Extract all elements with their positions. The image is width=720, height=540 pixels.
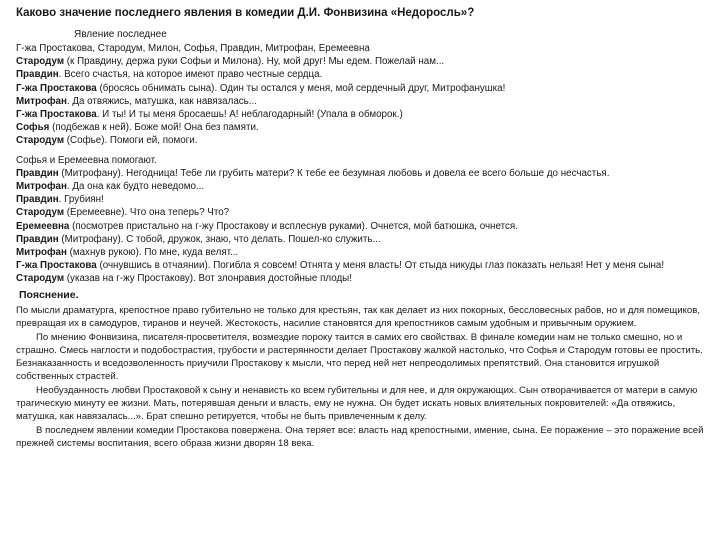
- dialogue-line: [16, 246, 710, 259]
- dialogue-line: [16, 193, 710, 206]
- speaker-name: Г-жа Простакова: [16, 260, 97, 272]
- dialogue-line: [16, 134, 710, 147]
- explanation-paragraph: По мнению Фонвизина, писателя-просветителя, возмездие пороку таится в самих его свойствах. В финале комедии нам не только смешно, но и страшно. Смесь наглости и подобострастия, грубости и растерянности делает Простакову жалкой настолько, что Софья и Стародум готовы ее простить. Безнаказанность и вседозволенность приучили Простакову к мысли, что перед ней нет непреодолимых препятствий. Она становится игрушкой собственных страстей.: [16, 331, 703, 382]
- line-text: (посмотрев пристально на г-жу Простакову и всплеснув руками). Очнется, мой батюшка, очнется.: [69, 220, 518, 232]
- speaker-name: Софья: [16, 122, 50, 134]
- speaker-name: Правдин: [16, 194, 59, 206]
- dialogue-line: [16, 180, 710, 193]
- dialogue-line: [16, 82, 710, 95]
- dialogue-line: [16, 108, 710, 121]
- line-text: (Софье). Помоги ей, помоги.: [64, 135, 198, 147]
- dialogue-line: [16, 233, 710, 246]
- dialogue-line: [16, 121, 710, 134]
- speaker-name: Г-жа Простакова: [16, 109, 97, 121]
- explanation-paragraph: По мысли драматурга, крепостное право губительно не только для крестьян, так как делает из них покорных, бессловесных рабов, но и для помещиков, превращая их в самодуров, тиранов и неучей. Жестокость, насилие становятся для крепостников самым удобным и привычным оружием.: [16, 304, 701, 329]
- speaker-name: Митрофан: [16, 181, 67, 193]
- cast-list: Г-жа Простакова, Стародум, Милон, Софья, Правдин, Митрофан, Еремеевна: [16, 43, 370, 54]
- line-text: . Грубиян!: [58, 194, 104, 206]
- speaker-name: Правдин: [16, 167, 59, 179]
- line-text: (бросясь обнимать сына). Один ты остался у меня, мой сердечный друг, Митрофанушка!: [96, 82, 506, 94]
- speaker-name: Правдин: [16, 233, 59, 245]
- line-text: (к Правдину, держа руки Софьи и Милона). Ну, мой друг! Мы едем. Пожелай нам...: [64, 56, 445, 68]
- dialogue-line: [16, 259, 710, 272]
- dialogue-line: [16, 272, 710, 285]
- speaker-name: Митрофан: [16, 95, 67, 107]
- dialogue-line: [16, 55, 710, 68]
- line-text: . Да она как будто неведомо...: [66, 181, 205, 193]
- speaker-name: Стародум: [16, 207, 65, 219]
- speaker-name: Еремеевна: [16, 220, 70, 232]
- explanation-heading: Пояснение.: [19, 288, 79, 301]
- line-text: . Да отвяжись, матушка, как навязалась...: [66, 95, 257, 107]
- line-text: . И ты! И ты меня бросаешь! А! неблагодарный! (Упала в обморок.): [96, 109, 403, 121]
- dialogue-line: [16, 206, 710, 219]
- dialogue-line: [16, 220, 710, 233]
- speaker-name: Правдин: [16, 69, 59, 81]
- explanation-paragraph: Необузданность любви Простаковой к сыну и ненависть ко всем губительны и для нее, и для окружающих. Сын отворачивается от матери в самую трагическую минуту ее жизни. Мать, потерявшая деньги и власть, ему не нужна. Он будет искать новых влиятельных покровителей: «Да отвяжись, матушка, как навязалась...». Брат спешно ретируется, чтобы не быть привлеченным к делу.: [16, 384, 698, 422]
- speaker-name: Г-жа Простакова: [16, 82, 97, 94]
- line-text: (Митрофану). Негодница! Тебе ли грубить матери? К тебе ее безумная любовь и довела ее всего больше до несчастья.: [58, 167, 610, 179]
- dialogue-line: [16, 95, 710, 108]
- dialogue-line: [16, 167, 710, 180]
- explanation-paragraph: В последнем явлении комедии Простакова повержена. Она теряет все: власть над крепостными, имение, сына. Ее поражение – это поражение всей прежней системы воспитания, всего образа жизни дворян 18 века.: [16, 424, 704, 449]
- speaker-name: Стародум: [16, 273, 65, 285]
- line-text: (очнувшись в отчаянии). Погибла я совсем! Отнята у меня власть! От стыда никуды глаз показать нельзя! Нет у меня сына!: [96, 260, 665, 272]
- line-text: (Еремеевне). Что она теперь? Что?: [64, 207, 230, 219]
- stage-direction: Софья и Еремеевна помогают.: [16, 154, 157, 166]
- dialogue-line: [16, 68, 710, 81]
- line-text: (Митрофану). С тобой, дружок, знаю, что делать. Пошел-ко служить...: [58, 233, 381, 245]
- dialogue-block-1: [16, 55, 710, 147]
- document-title: Каково значение последнего явления в комедии Д.И. Фонвизина «Недоросль»?: [16, 7, 475, 19]
- scene-heading: Явление последнее: [74, 29, 167, 40]
- dialogue-block-2: [16, 167, 710, 286]
- speaker-name: Стародум: [16, 56, 65, 68]
- line-text: (подбежав к ней). Боже мой! Она без памяти.: [49, 122, 259, 134]
- speaker-name: Стародум: [16, 135, 65, 147]
- speaker-name: Митрофан: [16, 247, 67, 259]
- line-text: (махнув рукою). По мне, куда велят...: [66, 247, 239, 259]
- line-text: (указав на г-жу Простакову). Вот злонравия достойные плоды!: [64, 273, 352, 285]
- line-text: . Всего счастья, на которое имеют право честные сердца.: [58, 69, 323, 81]
